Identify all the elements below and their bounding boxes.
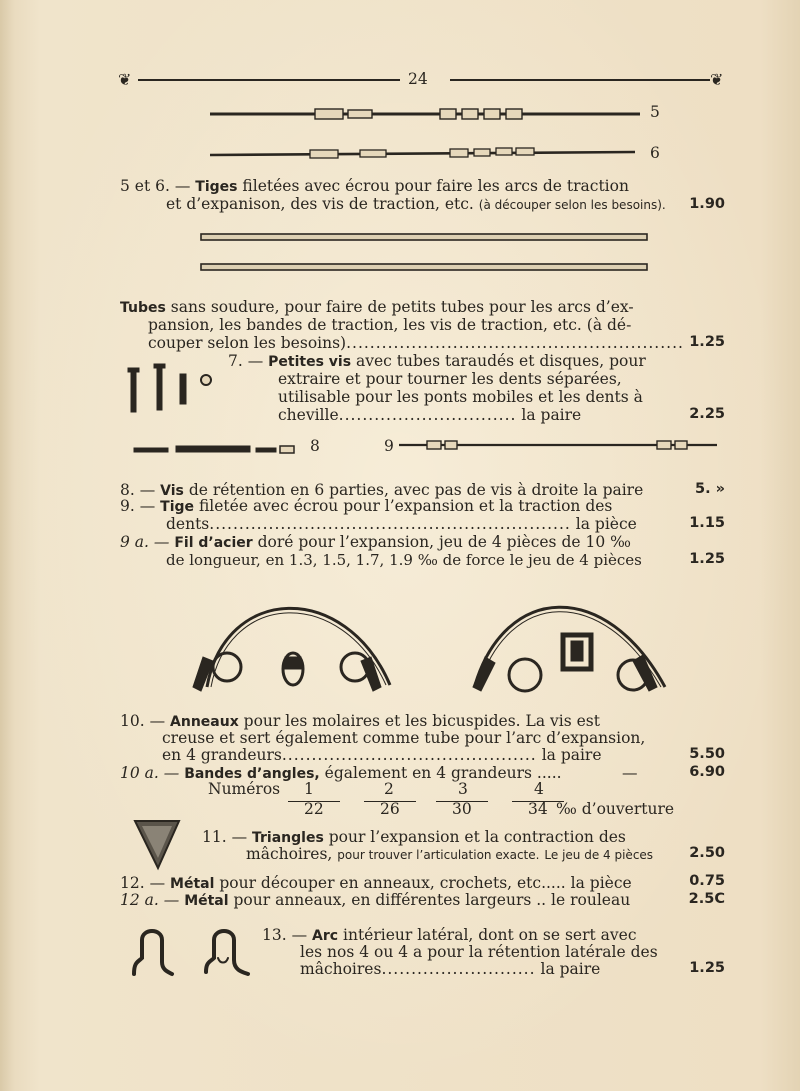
item-number: 7. — — [228, 352, 264, 370]
fleuron-left-icon: ❦ — [118, 70, 132, 89]
item-tubes-line1 — [120, 298, 634, 318]
item-price: 0.75 — [689, 873, 725, 889]
item-name: Anneaux — [170, 714, 239, 730]
item-name: Tubes — [120, 300, 166, 316]
item-price: 1.90 — [689, 196, 725, 212]
leader-dots: ........................................... — [281, 746, 537, 764]
item-number: 5 et 6. — — [120, 177, 191, 195]
item-description: en 4 grandeurs — [162, 746, 282, 764]
item-price: 5.50 — [689, 746, 725, 762]
item-9a-line1 — [120, 533, 631, 553]
header-rule-right — [450, 79, 710, 81]
item-description: avec tubes taraudés et disques, pour — [356, 352, 646, 370]
item-price: 1.15 — [689, 515, 725, 531]
leader-dots: .......................... — [381, 960, 536, 978]
item-name: Fil d’acier — [174, 535, 253, 551]
figure-label-8: 8 — [310, 437, 320, 455]
item-12a-line — [120, 891, 630, 911]
item-description: filetées avec écrou pour faire les arcs de traction — [242, 177, 629, 195]
item-name: Tige — [160, 499, 195, 515]
item-description: extraire et pour tourner les dents séparées, — [278, 370, 622, 388]
sizes-table — [208, 780, 678, 822]
figure-label-6: 6 — [650, 144, 660, 162]
item-description: intérieur latéral, dont on se sert avec — [343, 926, 637, 944]
leader-dots: .............................. — [338, 406, 517, 424]
leader-dots: ............................................................. — [209, 515, 571, 533]
sizes-label: Numéros — [208, 780, 281, 798]
item-number: 12. — — [120, 874, 166, 892]
item-name: Vis — [160, 483, 184, 499]
item-price: 2.5C — [688, 891, 725, 907]
item-name: Tiges — [195, 179, 238, 195]
item-11-line2 — [246, 845, 653, 865]
item-description: mâchoires, — [246, 845, 333, 863]
threaded-rods-illustration — [200, 100, 670, 170]
item-description: filetée avec écrou pour l’expansion et la traction des — [198, 497, 613, 515]
item-description: creuse et sert également comme tube pour l’arc d’expansion, — [162, 729, 646, 747]
item-description: pour l’expansion et la contraction des — [328, 828, 626, 846]
small-screws-illustration — [124, 358, 214, 416]
item-description: dents — [166, 515, 210, 533]
size-number: 3 — [458, 780, 468, 798]
item-7-line4 — [278, 406, 581, 425]
item-unit: la pièce — [570, 874, 632, 892]
size-number: 2 — [384, 780, 394, 798]
item-unit: la paire — [583, 481, 644, 499]
item-13-line3 — [300, 960, 600, 979]
item-description: doré pour l’expansion, jeu de 4 pièces de 10 ‰ — [257, 533, 631, 551]
item-note: (à découper selon les besoins). — [478, 198, 666, 212]
opening-size: 22 — [304, 800, 324, 818]
item-number: 12 a. — — [120, 891, 180, 909]
item-10-line3 — [162, 746, 602, 765]
item-tubes-line3 — [148, 334, 684, 353]
triangle-illustration — [132, 818, 182, 872]
item-price: 5. » — [694, 481, 725, 497]
figure-label-5: 5 — [650, 103, 660, 121]
item-number: 9. — — [120, 497, 156, 515]
item-description: couper selon les besoins) — [148, 334, 347, 352]
item-description: pour anneaux, en différentes largeurs .. — [233, 891, 547, 909]
header-rule-left — [138, 79, 400, 81]
size-number: 1 — [304, 780, 314, 798]
item-5-6-line2 — [166, 195, 666, 215]
item-price: 6.90 — [689, 764, 725, 780]
item-7-line1 — [228, 352, 646, 372]
item-description: de longueur, en 1.3, 1.5, 1.7, 1.9 ‰ de force — [166, 551, 505, 569]
opening-size: 26 — [380, 800, 400, 818]
opening-size: 34 — [528, 800, 548, 818]
page-number: 24 — [408, 70, 428, 88]
opening-size: 30 — [452, 800, 472, 818]
size-number: 4 — [534, 780, 544, 798]
tubes-illustration — [195, 228, 665, 276]
item-9-line2 — [166, 515, 637, 534]
item-price: 1.25 — [689, 551, 725, 567]
item-description: mâchoires — [300, 960, 382, 978]
item-description: de rétention en 6 parties, avec pas de vis à droite — [188, 481, 579, 499]
retention-screw-illustration — [130, 436, 305, 462]
item-unit: la pièce — [575, 515, 637, 533]
item-name: Petites vis — [268, 354, 352, 370]
item-number: 8. — — [120, 481, 156, 499]
leader-dots: ......................................................... — [346, 334, 684, 352]
item-unit: la paire — [541, 746, 602, 764]
item-description: les nos 4 ou 4 a pour la rétention latérale des — [300, 943, 658, 961]
expansion-arches-illustration — [185, 575, 685, 710]
item-unit: Le jeu de 4 pièces — [544, 848, 654, 862]
fleuron-right-icon: ❦ — [710, 70, 724, 89]
item-name: Métal — [170, 876, 215, 892]
item-number: 11. — — [202, 828, 248, 846]
item-price: 1.25 — [689, 334, 725, 350]
item-name: Triangles — [252, 830, 324, 846]
item-5-6-line1 — [120, 177, 629, 197]
item-note: pour trouver l’articulation exacte. — [337, 848, 540, 862]
item-price: 1.25 — [689, 960, 725, 976]
item-9-line1 — [120, 497, 612, 517]
opening-unit: ‰ d’ouverture — [556, 800, 675, 818]
item-number: 10 a. — — [120, 764, 180, 782]
item-description: utilisable pour les ponts mobiles et les dents à — [278, 388, 643, 406]
item-description: pour les molaires et les bicuspides. La vis est — [243, 712, 600, 730]
item-unit: — — [622, 764, 638, 782]
item-number: 10. — — [120, 712, 166, 730]
item-unit: le jeu de 4 pièces — [509, 551, 642, 569]
item-unit: la paire — [540, 960, 601, 978]
item-name: Arc — [312, 928, 339, 944]
figure-label-9: 9 — [384, 437, 394, 455]
item-description: pour découper en anneaux, crochets, etc..... — [219, 874, 566, 892]
lateral-arc-illustration — [128, 922, 260, 982]
item-price: 2.50 — [689, 845, 725, 861]
item-number: 9 a. — — [120, 533, 170, 551]
item-description: également en 4 grandeurs ..... — [324, 764, 562, 782]
item-description: et d’expanison, des vis de traction, etc. — [166, 195, 474, 213]
item-name: Bandes d’angles, — [184, 766, 320, 782]
item-description: sans soudure, pour faire de petits tubes pour les arcs d’ex- — [170, 298, 634, 316]
item-price: 2.25 — [689, 406, 725, 422]
item-name: Métal — [184, 893, 229, 909]
item-9a-line2 — [166, 551, 642, 570]
threaded-rod-illustration — [395, 436, 720, 456]
item-description: pansion, les bandes de traction, les vis de traction, etc. (à dé- — [148, 316, 632, 334]
item-number: 13. — — [262, 926, 308, 944]
item-unit: la paire — [521, 406, 582, 424]
item-unit: le rouleau — [551, 891, 631, 909]
item-description: cheville — [278, 406, 339, 424]
